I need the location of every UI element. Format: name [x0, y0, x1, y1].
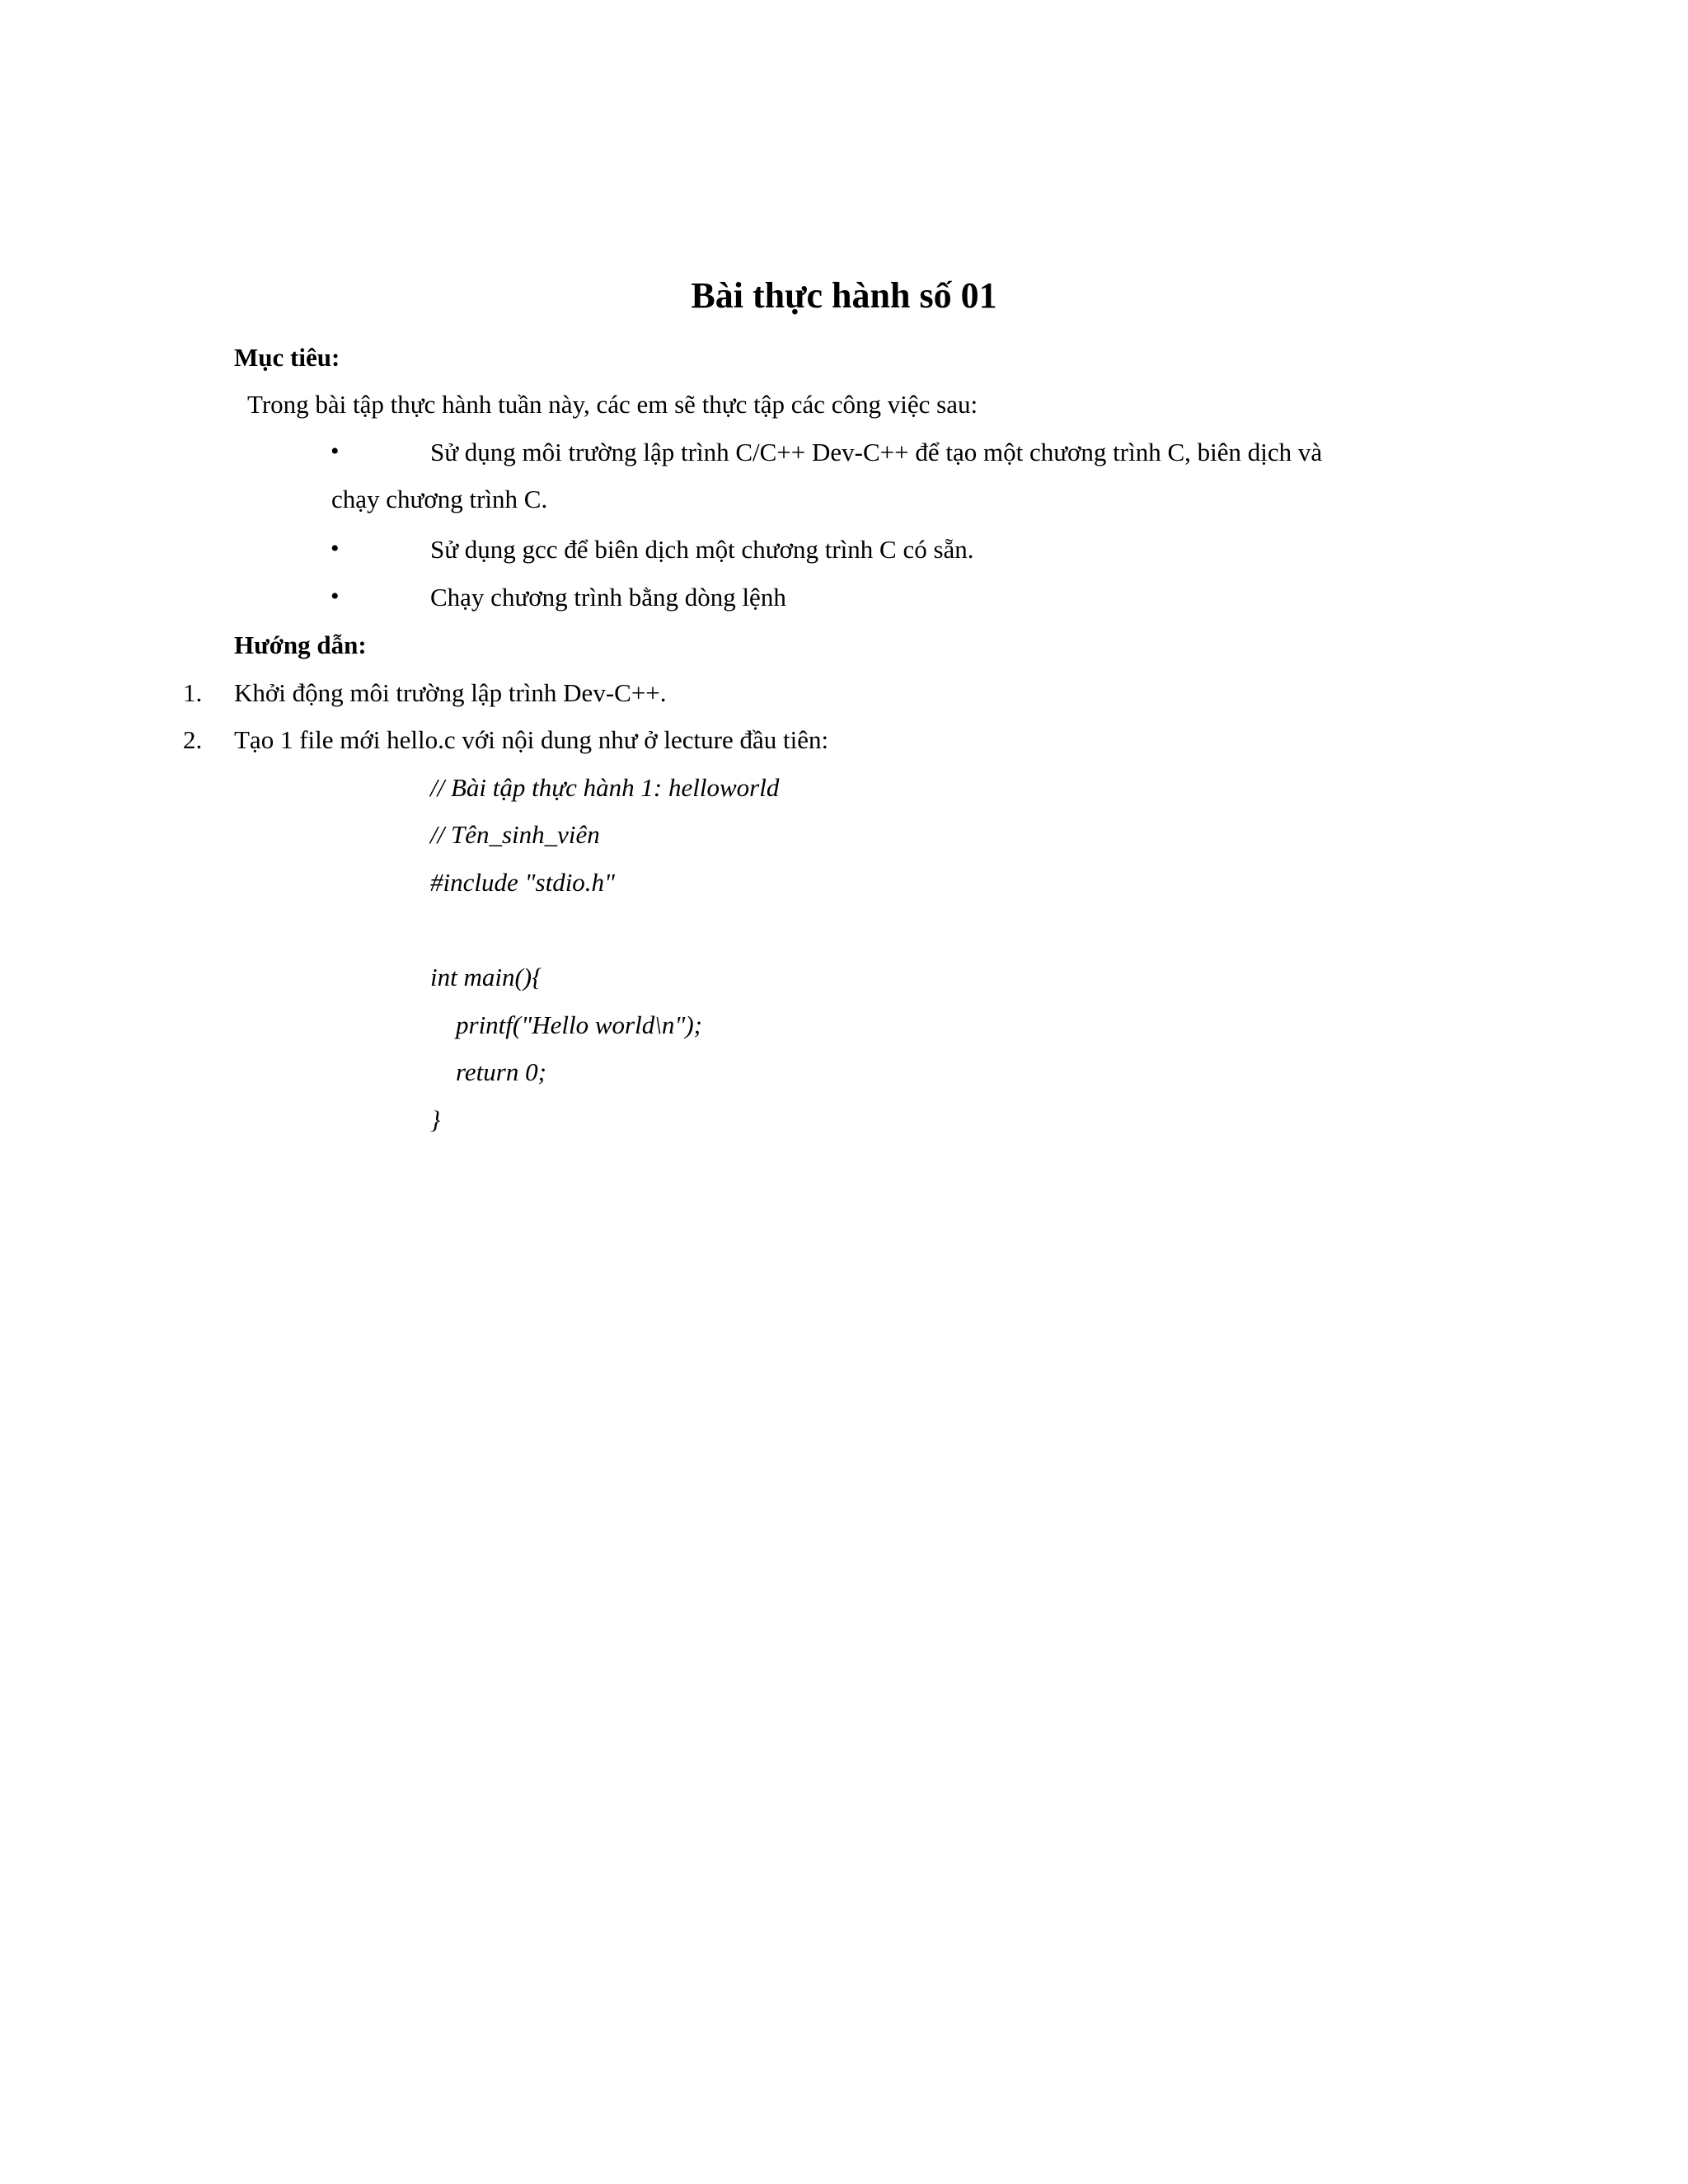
code-line-main-signature: int main(){: [430, 963, 542, 991]
objective-item-3: Chạy chương trình bằng dòng lệnh: [430, 583, 786, 612]
bullet-marker: •: [331, 583, 340, 610]
code-line-include: #include "stdio.h": [430, 868, 616, 897]
step-1-text: Khởi động môi trường lập trình Dev-C++.: [234, 678, 667, 707]
code-line-comment-name: // Tên_sinh_viên: [430, 820, 600, 849]
objective-item-1-line-2: chạy chương trình C.: [331, 485, 548, 513]
bullet-marker: •: [331, 535, 340, 562]
objective-item-2: Sử dụng gcc để biên dịch một chương trình C có sẵn.: [430, 535, 974, 564]
page-title: Bài thực hành số 01: [691, 275, 997, 316]
code-line-closing-brace: }: [430, 1105, 441, 1134]
code-line-return: return 0;: [430, 1057, 546, 1086]
objectives-intro: Trong bài tập thực hành tuần này, các em sẽ thực tập các công việc sau:: [247, 390, 978, 419]
objectives-heading: Mục tiêu:: [234, 343, 340, 372]
objective-item-1-line-1: Sử dụng môi trường lập trình C/C++ Dev-C++ để tạo một chương trình C, biên dịch và: [430, 438, 1323, 466]
step-1-number: 1.: [183, 678, 203, 707]
bullet-marker: •: [331, 438, 340, 465]
step-2-number: 2.: [183, 725, 203, 754]
instructions-heading: Hướng dẫn:: [234, 630, 367, 659]
code-line-comment-title: // Bài tập thực hành 1: helloworld: [430, 773, 780, 802]
code-line-printf: printf("Hello world\n");: [430, 1010, 702, 1039]
step-2-text: Tạo 1 file mới hello.c với nội dung như ở lecture đầu tiên:: [234, 725, 829, 754]
